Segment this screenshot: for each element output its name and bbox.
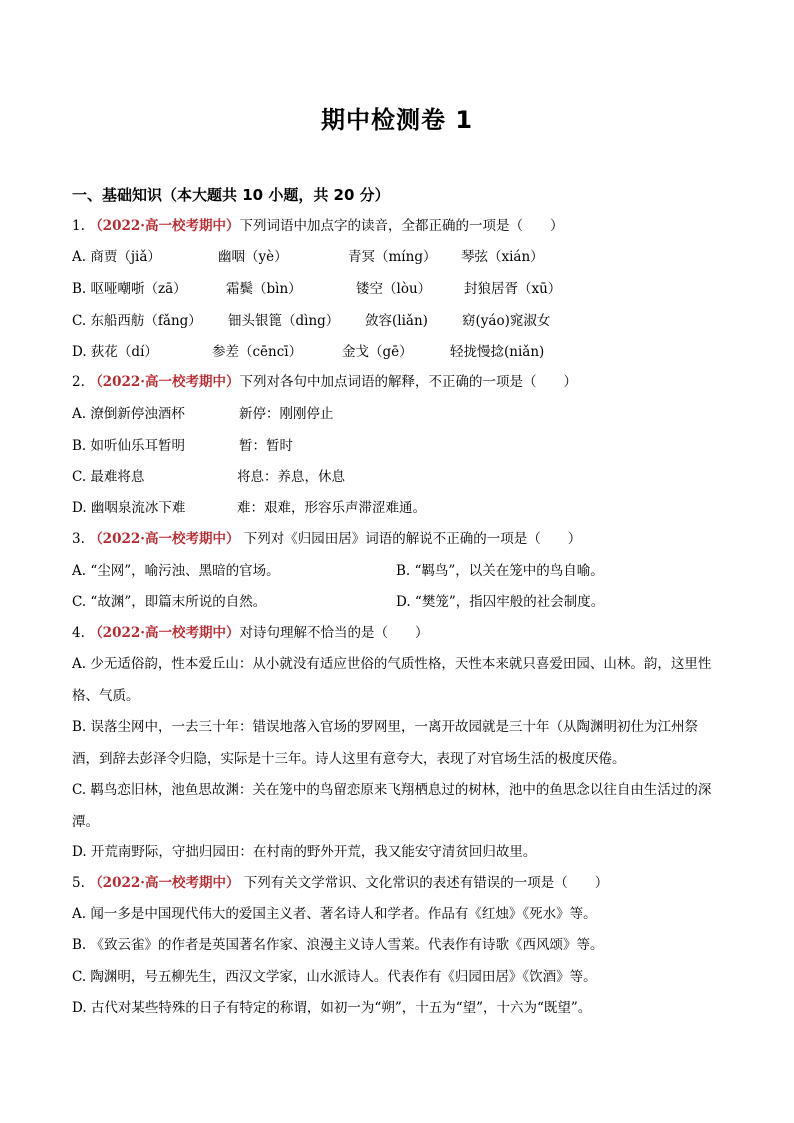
question-1-option-d: D. 荻花（dí） 参差（cēncī） 金戈（gē） 轻拢慢捻(niǎn) <box>72 344 545 360</box>
question-4-option-a: A. 少无适俗韵，性本爱丘山：从小就没有适应世俗的气质性格，天性本来就只喜爱田园、山林。韵，这里性格、气质。 <box>72 656 712 704</box>
question-4-option-d: D. 开荒南野际，守拙归园田：在村南的野外开荒，我又能安守清贫回归故里。 <box>72 844 537 860</box>
question-4-stem: 4. （2022·高一校考期中）对诗句理解不恰当的是（ ） <box>72 625 429 641</box>
question-1-option-c: C. 东船西舫（fǎng） 钿头银篦（dìng） 敛容(liǎn) 窈(yáo)窕淑女 <box>72 313 551 329</box>
question-source: （2022·高一校考期中） <box>89 218 240 234</box>
question-3-stem: 3. （2022·高一校考期中） 下列对《归园田居》词语的解说不正确的一项是（ ） <box>72 531 582 547</box>
question-1-option-a: A. 商贾（jiǎ） 幽咽（yè） 青冥（míng） 琴弦（xián） <box>72 249 544 265</box>
question-5-option-c: C. 陶渊明，号五柳先生，西汉文学家，山水派诗人。代表作有《归园田居》《饮酒》等。 <box>72 969 597 985</box>
question-source: （2022·高一校考期中） <box>89 374 240 390</box>
question-source: （2022·高一校考期中） <box>89 875 240 891</box>
question-3-options-cd: C. “故渊”，即篇末所说的自然。 D. “樊笼”，指囚牢般的社会制度。 <box>72 594 605 610</box>
question-2-option-d: D. 幽咽泉流冰下难 难：艰难，形容乐声滞涩难通。 <box>72 500 426 516</box>
question-2-option-a: A. 潦倒新停浊酒杯 新停：刚刚停止 <box>72 406 334 422</box>
page-title: 期中检测卷 1 <box>320 106 474 134</box>
question-4-option-b: B. 误落尘网中，一去三十年：错误地落入官场的罗网里，一离开故园就是三十年（从陶渊明初仕为江州祭酒，到辞去彭泽令归隐，实际是十三年。诗人这里有意夸大，表现了对官场生活的极度厌倦。 <box>72 719 699 767</box>
question-3-options-ab: A. “尘网”，喻污浊、黑暗的官场。 B. “羁鸟”，以关在笼中的鸟自喻。 <box>72 563 604 579</box>
section-heading: 一、基础知识（本大题共 10 小题，共 20 分） <box>72 186 390 204</box>
question-source: （2022·高一校考期中） <box>89 531 240 547</box>
question-4-option-c: C. 羁鸟恋旧林，池鱼思故渊：关在笼中的鸟留恋原来飞翔栖息过的树林，池中的鱼思念以往自由生活过的深潭。 <box>72 782 712 830</box>
question-1-option-b: B. 呕哑嘲哳（zā） 霜鬓（bìn） 镂空（lòu） 封狼居胥（xū） <box>72 281 562 297</box>
question-5-stem: 5. （2022·高一校考期中） 下列有关文学常识、文化常识的表述有错误的一项是（ ） <box>72 875 609 891</box>
question-2-option-b: B. 如听仙乐耳暂明 暂：暂时 <box>72 438 293 454</box>
question-5-option-a: A. 闻一多是中国现代伟大的爱国主义者、著名诗人和学者。作品有《红烛》《死水》等。 <box>72 906 597 922</box>
question-5-option-b: B. 《致云雀》的作者是英国著名作家、浪漫主义诗人雪莱。代表作有诗歌《西风颂》等。 <box>72 937 604 953</box>
question-1-stem: 1. （2022·高一校考期中）下列词语中加点字的读音，全都正确的一项是（ ） <box>72 218 564 234</box>
question-2-option-c: C. 最难将息 将息：养息，休息 <box>72 469 345 485</box>
question-2-stem: 2. （2022·高一校考期中）下列对各句中加点词语的解释，不正确的一项是（ ） <box>72 374 577 390</box>
question-source: （2022·高一校考期中） <box>89 625 240 641</box>
question-5-option-d: D. 古代对某些特殊的日子有特定的称谓，如初一为“朔”，十五为“望”，十六为“既望”。 <box>72 1000 592 1016</box>
